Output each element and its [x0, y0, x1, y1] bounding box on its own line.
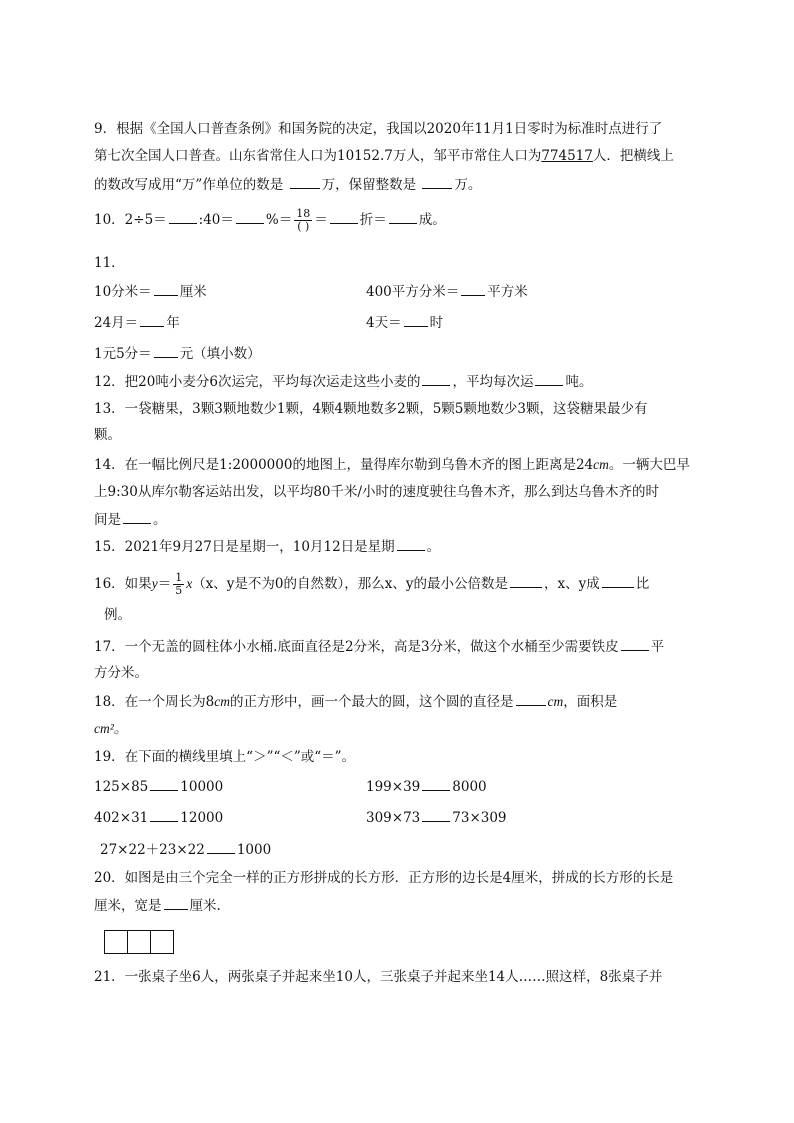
q17-text: 平 [650, 639, 665, 655]
fraction-denominator[interactable]: ( ) [297, 220, 310, 233]
q15-text: 15．2021年9月27日是星期一，10月12日是星期 [94, 539, 395, 555]
q9-text: 人．把横线上 [592, 148, 674, 164]
question-17-line-1 [94, 637, 664, 656]
answer-blank[interactable] [422, 372, 450, 386]
q16-text: （x、y是不为0的自然数），那么x、y的最小公倍数是 [192, 576, 509, 592]
answer-blank[interactable] [510, 574, 542, 588]
q18-text: 18．在一个周长为8 [94, 694, 215, 710]
q20-text: 厘米. [189, 898, 221, 914]
question-20-line-2 [94, 896, 221, 915]
answer-blank[interactable] [140, 313, 164, 327]
q18-text: 的正方形中，画一个最大的圆，这个圆的直径是 [230, 694, 514, 710]
q11-text: 厘米 [179, 284, 207, 300]
q11-item-b [366, 282, 528, 301]
unit-cm: cm [214, 694, 231, 709]
question-14-line-2: 上9:30从库尔勒客运站出发，以平均80千米/小时的速度驶往乌鲁木齐，那么到达乌鲁木齐的时 [94, 484, 660, 500]
expression: 27×22＋23×22 [100, 842, 205, 858]
q14-text: 间是 [94, 512, 121, 528]
q15-text: 。 [426, 539, 441, 555]
q18-text: ，面积是 [563, 694, 618, 710]
answer-blank[interactable] [535, 372, 563, 386]
question-17-line-2: 方分米。 [94, 665, 148, 681]
q19-item-d [366, 808, 507, 827]
q12-text: 12．把20吨小麦分6次运完，平均每次运走这些小麦的 [94, 374, 421, 390]
q11-item-a [94, 282, 207, 301]
answer-blank[interactable] [516, 692, 546, 706]
q19-item-a [94, 777, 223, 796]
answer-blank[interactable] [602, 574, 634, 588]
expression: 402×31 [94, 810, 149, 826]
question-19-head: 19．在下面的横线里填上“＞”“＜”或“＝”。 [94, 749, 356, 765]
question-9-line-3 [94, 175, 481, 194]
q10-text: %＝ [265, 212, 293, 228]
question-18-line-2: cm²。 [94, 721, 128, 736]
fraction-numerator: 18 [296, 207, 311, 220]
q17-text: 17．一个无盖的圆柱体小水桶.底面直径是2分米，高是3分米，做这个水桶至少需要铁皮 [94, 639, 619, 655]
answer-blank[interactable] [422, 777, 450, 791]
unit-cm: cm [547, 694, 564, 709]
q11-text: 元（填小数） [179, 346, 261, 362]
q16-text: ，x、y成 [544, 576, 600, 592]
q11-text: 1元5分＝ [94, 346, 152, 362]
q11-item-e [94, 344, 261, 363]
question-9-line-2 [94, 147, 674, 165]
q19-item-e [100, 840, 271, 859]
q9-text: 的数改写成用“万”作单位的数是 [94, 177, 284, 193]
answer-blank[interactable] [123, 510, 151, 524]
q14-text: 14．在一幅比例尺是1:2000000的地图上，量得库尔勒到乌鲁木齐的图上距离是24 [94, 457, 594, 473]
expression: 1000 [236, 842, 272, 858]
answer-blank[interactable] [290, 175, 320, 189]
square [104, 930, 128, 954]
q11-item-c [94, 313, 180, 332]
question-14-line-1 [94, 456, 690, 474]
square [127, 930, 151, 954]
question-12 [94, 372, 592, 391]
question-13-line-2: 颗。 [94, 427, 121, 443]
q19-item-b [366, 777, 487, 796]
expression: 199×39 [366, 779, 421, 795]
question-14-line-3: 间是 。 [94, 512, 167, 528]
q12-text: ，平均每次运 [452, 374, 534, 390]
question-21-line-1: 21．一张桌子坐6人，两张桌子并起来坐10人，三张桌子并起来坐14人……照这样，8张桌子并 [94, 969, 663, 985]
question-10 [94, 208, 446, 233]
answer-blank[interactable] [236, 210, 264, 224]
square [150, 930, 174, 954]
q10-text: 成。 [418, 212, 446, 228]
expression: 125×85 [94, 779, 149, 795]
q19-item-c [94, 808, 223, 827]
answer-blank[interactable] [164, 896, 188, 910]
q9-text: 万。 [454, 177, 482, 193]
q10-text: :40＝ [198, 212, 234, 228]
q10-text: 10．2÷5＝ [94, 212, 167, 228]
answer-blank[interactable] [169, 210, 197, 224]
fraction [173, 572, 184, 597]
q20-text: 厘米，宽是 [94, 898, 162, 914]
expression: 73×309 [452, 810, 507, 826]
q11-text: 4天＝ [366, 315, 402, 331]
question-18-line-1 [94, 692, 617, 711]
expression: 10000 [180, 779, 224, 795]
q11-text: 400平方分米＝ [366, 284, 460, 300]
answer-blank[interactable] [150, 777, 178, 791]
q16-text: 比 [635, 576, 650, 592]
question-20-line-1: 20．如图是由三个完全一样的正方形拼成的长方形．正方形的边长是4厘米，拼成的长方形的长是 [94, 870, 674, 886]
q11-text: 年 [166, 315, 180, 331]
q11-text: 平方米 [487, 284, 528, 300]
q16-text: ＝ [157, 576, 172, 592]
q11-text: 24月＝ [94, 315, 139, 331]
expression: 12000 [180, 810, 224, 826]
fraction [294, 208, 312, 233]
unit-cm: cm [593, 457, 609, 472]
question-16-line-1 [94, 572, 649, 597]
question-16-line-2: 例。 [104, 607, 131, 623]
q10-text: ＝ [314, 212, 328, 228]
fraction-denominator: 5 [175, 584, 183, 597]
expression: 8000 [452, 779, 487, 795]
q9-text: 第七次全国人口普查。山东省常住人口为10152.7万人，邹平市常住人口为 [94, 148, 542, 164]
q11-text: 10分米＝ [94, 284, 152, 300]
answer-blank[interactable] [461, 282, 485, 296]
question-11-head: 11． [94, 255, 125, 271]
question-9-line-1: 9．根据《全国人口普查条例》和国务院的决定，我国以2020年11月1日零时为标准时点进行了 [94, 121, 663, 137]
q12-text: 吨。 [565, 374, 593, 390]
answer-blank[interactable] [154, 344, 178, 358]
answer-blank[interactable] [397, 537, 425, 551]
answer-blank[interactable] [150, 808, 178, 822]
q11-text: 时 [429, 315, 444, 331]
q10-text: 折＝ [359, 212, 387, 228]
question-13-line-1: 13．一袋糖果，3颗3颗地数少1颗，4颗4颗地数多2颗，5颗5颗地数少3颗，这袋糖果最少有 [94, 401, 648, 417]
q9-text: 万，保留整数是 [321, 177, 417, 193]
q9-underlined-number: 774517 [541, 148, 593, 164]
answer-blank[interactable] [422, 175, 452, 189]
variable-y: y [151, 576, 158, 591]
q16-text: 16．如果 [94, 576, 152, 592]
answer-blank[interactable] [404, 313, 428, 327]
variable-x: x [186, 576, 193, 591]
answer-blank[interactable] [330, 210, 358, 224]
answer-blank[interactable] [422, 808, 450, 822]
q11-item-d [366, 313, 443, 332]
answer-blank[interactable] [207, 840, 235, 854]
answer-blank[interactable] [154, 282, 178, 296]
fraction-numerator: 1 [175, 571, 183, 584]
answer-blank[interactable] [389, 210, 417, 224]
answer-blank[interactable] [621, 637, 649, 651]
expression: 309×73 [366, 810, 421, 826]
question-15 [94, 537, 440, 556]
q14-text: 。一辆大巴早 [608, 457, 690, 473]
